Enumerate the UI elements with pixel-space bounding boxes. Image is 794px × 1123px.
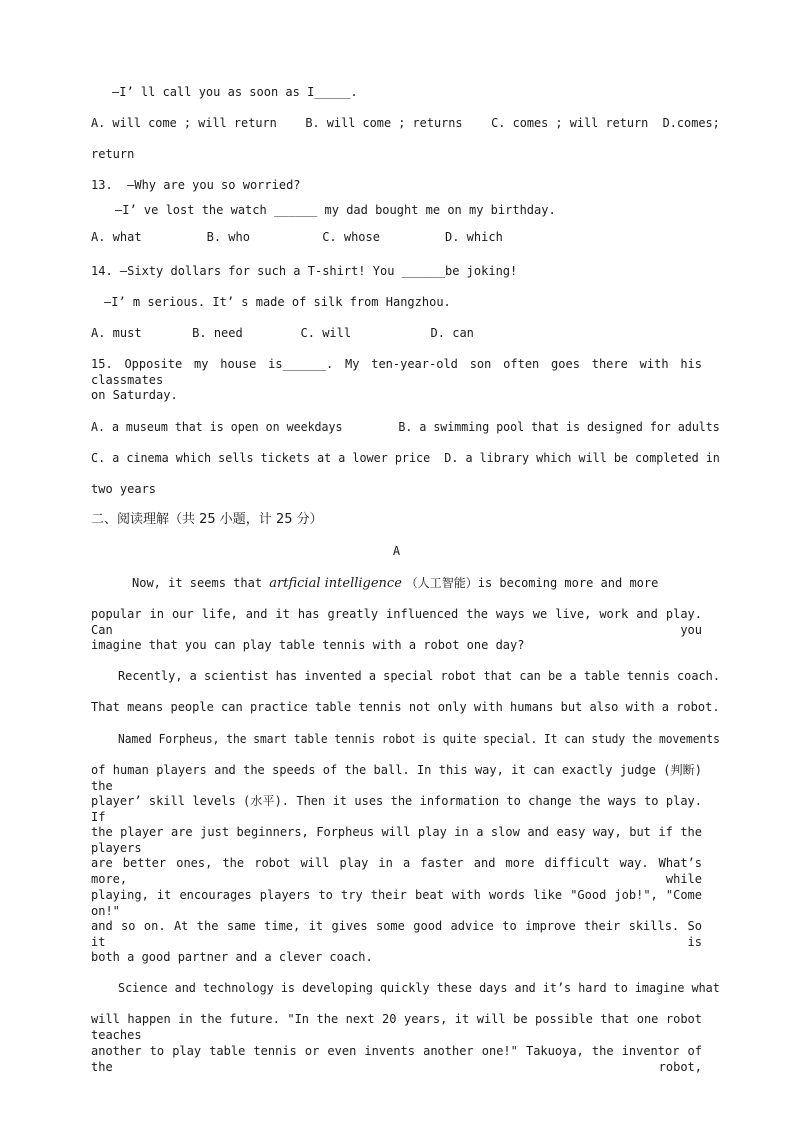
q15-prompt-cont: on Saturday.	[91, 388, 178, 402]
passage-p3-line3: player’ skill levels (水平). Then it uses the information to change the ways to play. If	[91, 794, 702, 824]
q12-reply: —I’ ll call you as soon as I_____.	[112, 85, 358, 99]
passage-p4-line2: will happen in the future. "In the next 20 years, it will be possible that one robot teaches	[91, 1012, 702, 1042]
passage-p1-line3: imagine that you can play table tennis with a robot one day?	[91, 638, 525, 652]
q15-options-cont: two years	[91, 482, 157, 496]
q13-reply: –I’ ve lost the watch ______ my dad bought me on my birthday.	[115, 203, 556, 217]
passage-label: A	[392, 544, 401, 558]
passage-p2-line2: That means people can practice table tennis not only with humans but also with a robot.	[91, 700, 720, 714]
q14-prompt: 14. —Sixty dollars for such a T-shirt! You ______be joking!	[91, 264, 518, 278]
q14-options: A. must B. need C. will D. can	[91, 326, 474, 340]
passage-p2-line1: Recently, a scientist has invented a special robot that can be a table tennis coach.	[118, 669, 721, 683]
passage-p1-line2: popular in our life, and it has greatly influenced the ways we live, work and play. Can you	[91, 607, 702, 637]
q12-options: A. will come ; will return B. will come ; returns C. comes ; will return D.comes;	[91, 116, 720, 130]
passage-p3-line6: playing, it encourages players to try their beat with words like "Good job!", "Come on!"	[91, 888, 702, 918]
passage-p4-line3: another to play table tennis or even invents another one!" Takuoya, the inventor of the robot,	[91, 1044, 702, 1074]
q15-options-cd: C. a cinema which sells tickets at a lower price D. a library which will be completed in	[91, 451, 720, 465]
passage-p4-line1: Science and technology is developing quickly these days and it’s hard to imagine what	[118, 981, 720, 995]
q13-prompt: 13. –Why are you so worried?	[91, 178, 301, 192]
p1-term-cn: （人工智能）	[401, 576, 478, 590]
passage-p3-line5: are better ones, the robot will play in a faster and more difficult way. What’s more, while	[91, 856, 702, 886]
p1-text-a: Now, it seems that	[132, 576, 270, 590]
q13-options: A. what B. who C. whose D. which	[91, 230, 503, 244]
q12-options-cont: return	[91, 147, 135, 161]
p1-term: artficial intelligence	[269, 576, 402, 591]
passage-p3-line4: the player are just beginners, Forpheus will play in a slow and easy way, but if the players	[91, 825, 702, 855]
passage-p3-line7: and so on. At the same time, it gives some good advice to improve their skills. So it is	[91, 919, 702, 949]
p1-text-b: is becoming more and more	[477, 576, 659, 590]
passage-p3-line2: of human players and the speeds of the ball. In this way, it can exactly judge (判断) the	[91, 763, 702, 793]
q15-options-ab: A. a museum that is open on weekdays B. a swimming pool that is designed for adults	[91, 420, 720, 434]
q15-prompt: 15. Opposite my house is______. My ten-year-old son often goes there with his classmates	[91, 357, 702, 387]
passage-p3-line8: both a good partner and a clever coach.	[91, 950, 373, 964]
passage-p1-line1	[132, 575, 658, 592]
passage-p3-line1: Named Forpheus, the smart table tennis robot is quite special. It can study the movements	[118, 732, 720, 746]
q14-reply: —I’ m serious. It’ s made of silk from Hangzhou.	[104, 295, 451, 309]
section-heading: 二、阅读理解（共 25 小题，计 25 分）	[91, 512, 323, 527]
